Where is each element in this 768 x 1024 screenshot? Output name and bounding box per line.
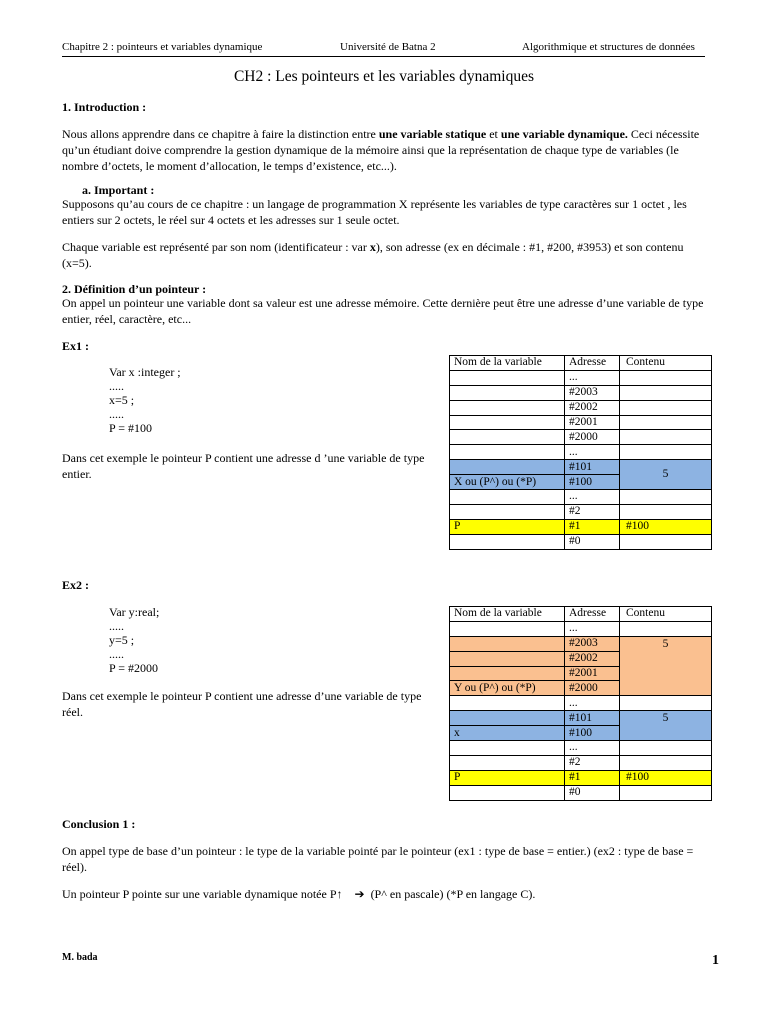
- cell-address: #2001: [565, 415, 620, 430]
- cell-content: [620, 534, 712, 549]
- repr-var-x: x: [369, 240, 376, 254]
- ex1-code-line: Var x :integer ;: [109, 365, 181, 379]
- cell-address: #0: [565, 534, 620, 549]
- intro-text-c: et: [486, 127, 501, 141]
- cell-content: [620, 785, 712, 800]
- variable-representation-paragraph: [62, 239, 712, 271]
- cell-name: [450, 534, 565, 549]
- table-row: [450, 430, 712, 445]
- table-row: [450, 504, 712, 519]
- header-university: Université de Batna 2: [340, 41, 436, 53]
- header-chapter: Chapitre 2 : pointeurs et variables dynamique: [62, 41, 263, 53]
- cell-name: [450, 696, 565, 711]
- ex2-code-line: .....: [109, 647, 124, 661]
- cell-address: #2001: [565, 666, 620, 681]
- col-name-header: Nom de la variable: [450, 356, 565, 371]
- page-number: 1: [712, 953, 719, 968]
- intro-static-var: une variable statique: [378, 127, 487, 141]
- cell-address: #2002: [565, 400, 620, 415]
- table-header-row: [450, 607, 712, 622]
- cell-content: 5: [620, 460, 712, 490]
- conclusion-pointer-paragraph: [62, 886, 712, 902]
- cell-address: #2: [565, 504, 620, 519]
- cell-address: ...: [565, 370, 620, 385]
- cell-name: [450, 755, 565, 770]
- cell-name: Y ou (P^) ou (*P): [450, 681, 565, 696]
- definition-heading: 2. Définition d’un pointeur :: [62, 282, 207, 296]
- cell-content: [620, 400, 712, 415]
- ex1-label: Ex1 :: [62, 339, 89, 353]
- cell-name: [450, 490, 565, 505]
- cell-name: x: [450, 726, 565, 741]
- intro-text-e: Ceci nécessite qu’un étudiant doive comprendre la gestion dynamique de la mémoire ainsi que la représentation de chaque type de variables (le nombre d’octets, le moment d’allocation, le temps d’existence, etc...).: [62, 127, 700, 173]
- cell-name: [450, 445, 565, 460]
- cell-address: #2: [565, 755, 620, 770]
- table-row: [450, 490, 712, 505]
- cell-content: [620, 445, 712, 460]
- footer-author: M. bada: [62, 952, 98, 963]
- intro-heading: 1. Introduction :: [62, 100, 147, 114]
- header-course: Algorithmique et structures de données: [522, 41, 695, 53]
- cell-address: #101: [565, 460, 620, 475]
- table-row: [450, 385, 712, 400]
- ex1-description: Dans cet exemple le pointeur P contient une adresse d ’une variable de type entier.: [62, 451, 425, 481]
- table-row: [450, 785, 712, 800]
- ex2-code-line: .....: [109, 619, 124, 633]
- cell-address: #2003: [565, 636, 620, 651]
- cell-name: [450, 666, 565, 681]
- cell-name: P: [450, 770, 565, 785]
- cell-address: #2002: [565, 651, 620, 666]
- cell-address: ...: [565, 490, 620, 505]
- table-row-highlight-blue: [450, 460, 712, 475]
- cell-content: [620, 504, 712, 519]
- cell-address: ...: [565, 621, 620, 636]
- col-address-header: Adresse: [565, 607, 620, 622]
- intro-dynamic-var: une variable dynamique.: [500, 127, 628, 141]
- pointer-notation-text: Un pointeur P pointe sur une variable dynamique notée P↑: [62, 887, 343, 901]
- conclusion-paragraph: On appel type de base d’un pointeur : le type de la variable pointé par le pointeur (ex1 : type de base = entier.) (ex2 : type de base = réel).: [62, 844, 694, 874]
- ex2-code-line: Var y:real;: [109, 605, 160, 619]
- important-paragraph: Supposons qu’au cours de ce chapitre : un langage de programmation X représente les variables de type caractères sur 1 octet , les entiers sur 2 octets, le réel sur 4 octets et les adresses sur 1 seule octet.: [62, 197, 687, 227]
- cell-name: [450, 430, 565, 445]
- cell-name: [450, 711, 565, 726]
- cell-address: #100: [565, 475, 620, 490]
- table-row: [450, 400, 712, 415]
- cell-address: ...: [565, 696, 620, 711]
- repr-text-c: ), son adresse (ex en décimale : #1, #200, #3953) et son contenu (x=5).: [62, 240, 684, 270]
- cell-content: 5: [620, 711, 712, 741]
- col-name-header: Nom de la variable: [450, 607, 565, 622]
- cell-address: #100: [565, 726, 620, 741]
- conclusion-heading: Conclusion 1 :: [62, 817, 136, 831]
- cell-name: P: [450, 519, 565, 534]
- cell-address: ...: [565, 445, 620, 460]
- cell-name: [450, 636, 565, 651]
- ex2-code: [109, 605, 159, 675]
- cell-content: [620, 741, 712, 756]
- cell-address: #1: [565, 770, 620, 785]
- cell-content: [620, 490, 712, 505]
- cell-content: [620, 430, 712, 445]
- ex2-memory-table: [449, 606, 712, 801]
- definition-paragraph: On appel un pointeur une variable dont sa valeur est une adresse mémoire. Cette dernière peut être une adresse d’une variable de type entier, réel, caractère, etc...: [62, 296, 704, 326]
- page-title: CH2 : Les pointeurs et les variables dynamiques: [233, 68, 535, 85]
- cell-content: [620, 621, 712, 636]
- cell-name: [450, 741, 565, 756]
- cell-address: #0: [565, 785, 620, 800]
- cell-address: #2003: [565, 385, 620, 400]
- table-row: [450, 621, 712, 636]
- ex1-code-line: P = #100: [109, 421, 152, 435]
- cell-name: [450, 400, 565, 415]
- table-row: [450, 534, 712, 549]
- cell-content: [620, 415, 712, 430]
- pointer-language-text: (P^ en pascale) (*P en langage C).: [370, 887, 536, 901]
- cell-address: ...: [565, 741, 620, 756]
- col-content-header: Contenu: [620, 356, 712, 371]
- table-row: [450, 741, 712, 756]
- ex2-description: Dans cet exemple le pointeur P contient une adresse d’une variable de type réel.: [62, 689, 422, 719]
- cell-name: [450, 651, 565, 666]
- cell-address: #2000: [565, 681, 620, 696]
- cell-name: X ou (P^) ou (*P): [450, 475, 565, 490]
- table-row-highlight-yellow: [450, 770, 712, 785]
- table-row-highlight-blue: [450, 711, 712, 726]
- cell-content: [620, 370, 712, 385]
- ex2-label: Ex2 :: [62, 578, 89, 592]
- cell-content: #100: [620, 519, 712, 534]
- cell-content: [620, 696, 712, 711]
- col-content-header: Contenu: [620, 607, 712, 622]
- ex1-code-line: x=5 ;: [109, 393, 135, 407]
- cell-content: 5: [620, 636, 712, 696]
- cell-name: [450, 504, 565, 519]
- intro-paragraph: [62, 126, 712, 174]
- table-row: [450, 370, 712, 385]
- table-row: [450, 445, 712, 460]
- ex1-code: [109, 365, 181, 435]
- right-arrow-icon: ➔: [354, 887, 365, 901]
- cell-address: #1: [565, 519, 620, 534]
- cell-address: #101: [565, 711, 620, 726]
- table-header-row: [450, 356, 712, 371]
- table-row: [450, 696, 712, 711]
- table-row: [450, 755, 712, 770]
- cell-content: #100: [620, 770, 712, 785]
- cell-content: [620, 385, 712, 400]
- table-row-highlight-orange: [450, 636, 712, 651]
- ex2-code-line: y=5 ;: [109, 633, 135, 647]
- cell-name: [450, 385, 565, 400]
- cell-address: #2000: [565, 430, 620, 445]
- table-row: [450, 415, 712, 430]
- table-row-highlight-yellow: [450, 519, 712, 534]
- cell-name: [450, 460, 565, 475]
- important-heading: a. Important :: [82, 183, 155, 197]
- col-address-header: Adresse: [565, 356, 620, 371]
- cell-name: [450, 621, 565, 636]
- header-divider: [62, 56, 705, 57]
- cell-name: [450, 785, 565, 800]
- cell-name: [450, 370, 565, 385]
- cell-content: [620, 755, 712, 770]
- cell-name: [450, 415, 565, 430]
- intro-text-a: Nous allons apprendre dans ce chapitre à faire la distinction entre: [62, 127, 379, 141]
- ex1-code-line: .....: [109, 407, 124, 421]
- ex2-code-line: P = #2000: [109, 661, 158, 675]
- ex1-code-line: .....: [109, 379, 124, 393]
- ex1-memory-table: [449, 355, 712, 550]
- repr-text-a: Chaque variable est représenté par son nom (identificateur : var: [62, 240, 370, 254]
